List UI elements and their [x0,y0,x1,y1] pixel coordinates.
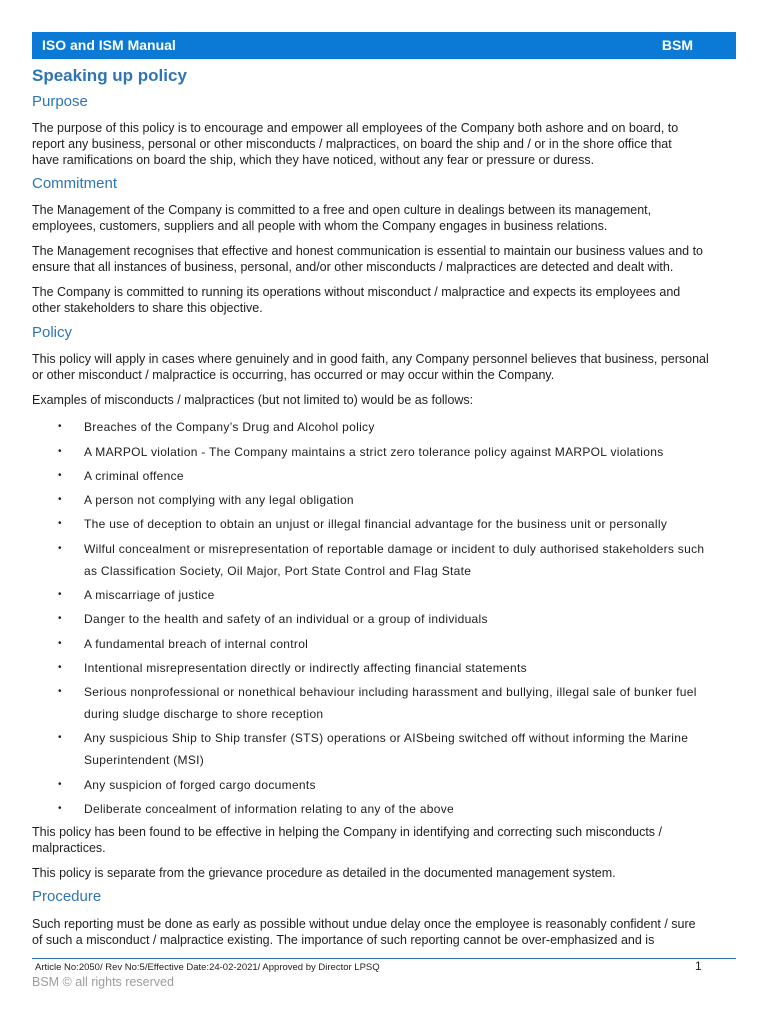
bullet-icon: • [58,779,62,790]
bullet-icon: • [58,638,62,649]
paragraph [32,202,651,234]
list-item-line: The use of deception to obtain an unjust or illegal financial advantage for the business unit or personally [84,517,668,531]
paragraph [32,865,616,881]
bullet-icon: • [58,589,62,600]
bullet-icon: • [58,662,62,673]
list-item-line: Wilful concealment or misrepresentation of reportable damage or incident to duly authorised stakeholders such [84,542,705,556]
list-item-text [84,633,308,655]
paragraph [32,392,473,408]
paragraph [32,824,662,856]
list-item-text [84,798,454,820]
bullet-icon: • [58,421,62,432]
paragraph [32,120,678,168]
footer-article-info: Article No:2050/ Rev No:5/Effective Date:24-02-2021/ Approved by Director LPSQ [35,962,380,973]
list-item-line: as Classification Society, Oil Major, Port State Control and Flag State [84,564,472,578]
paragraph-line: Such reporting must be done as early as possible without undue delay once the employee is reasonably confident / sure [32,917,696,931]
list-item-line: Intentional misrepresentation directly or indirectly affecting financial statements [84,661,527,675]
footer-divider [32,958,736,959]
paragraph-line: This policy is separate from the grievance procedure as detailed in the documented management system. [32,866,616,880]
list-item [0,608,740,630]
document-title: Speaking up policy [32,66,187,85]
paragraph [32,243,703,275]
bullet-icon: • [58,494,62,505]
list-item [0,441,740,463]
list-item-line: Any suspicion of forged cargo documents [84,778,316,792]
paragraph-line: The Company is committed to running its operations without misconduct / malpractice and expects its employees and [32,285,681,299]
section-heading-commitment: Commitment [32,175,118,192]
bullet-icon: • [58,470,62,481]
paragraph-line: of such a misconduct / malpractice existing. The importance of such reporting cannot be over-emphasized and is [32,933,655,947]
list-item-text [84,681,697,725]
bullet-icon: • [58,543,62,554]
list-item-text [84,774,316,796]
list-item [0,681,740,721]
list-item [0,584,740,606]
list-item-line: A fundamental breach of internal control [84,637,309,651]
list-item-text [84,538,704,582]
copyright-notice: BSM © all rights reserved [32,975,174,989]
bullet-icon: • [58,446,62,457]
list-item-line: A MARPOL violation - The Company maintains a strict zero tolerance policy against MARPOL violations [84,445,664,459]
list-item-text [84,416,375,438]
list-item-text [84,657,527,679]
list-item-text [84,465,184,487]
paragraph-line: employees, customers, suppliers and all people with whom the Company engages in business relations. [32,219,608,233]
list-item [0,774,740,796]
paragraph-line: The Management of the Company is committed to a free and open culture in dealings between its management, [32,203,652,217]
list-item-text [84,441,664,463]
paragraph [32,284,680,316]
bullet-icon: • [58,613,62,624]
paragraph [32,916,696,948]
list-item [0,633,740,655]
list-item-line: Deliberate concealment of information relating to any of the above [84,802,455,816]
paragraph-line: This policy has been found to be effective in helping the Company in identifying and correcting such misconducts / [32,825,662,839]
paragraph-line: report any business, personal or other misconducts / malpractices, on board the ship and / or in the shore office that [32,137,672,151]
list-item-line: during sludge discharge to shore reception [84,707,324,721]
list-item-line: Any suspicious Ship to Ship transfer (STS) operations or AISbeing switched off without informing the Marine [84,731,689,745]
list-item-line: A miscarriage of justice [84,588,215,602]
list-item-line: A person not complying with any legal obligation [84,493,354,507]
section-heading-procedure: Procedure [32,888,102,905]
paragraph-line: have ramifications on board the ship, which they have noticed, without any fear or pressure or duress. [32,153,595,167]
paragraph [32,351,709,383]
paragraph-line: malpractices. [32,841,106,855]
list-item [0,513,740,535]
bullet-icon: • [58,732,62,743]
bullet-icon: • [58,518,62,529]
list-item-line: A criminal offence [84,469,184,483]
paragraph-line: This policy will apply in cases where genuinely and in good faith, any Company personnel believes that business, personal [32,352,709,366]
list-item-text [84,489,354,511]
list-item [0,465,740,487]
company-name: BSM [661,37,693,53]
list-item-line: Breaches of the Company’s Drug and Alcohol policy [84,420,375,434]
list-item [0,657,740,679]
paragraph-line: Examples of misconducts / malpractices (but not limited to) would be as follows: [32,393,474,407]
header-bar [32,32,736,59]
paragraph-line: other stakeholders to share this objective. [32,301,263,315]
list-item [0,538,740,578]
list-item [0,727,740,767]
list-item [0,416,740,438]
manual-title: ISO and ISM Manual [42,37,176,53]
list-item-line: Serious nonprofessional or nonethical behaviour including harassment and bullying, illegal sale of bunker fuel [84,685,697,699]
paragraph-line: ensure that all instances of business, personal, and/or other misconducts / malpractices are detected and dealt with. [32,260,674,274]
page-number: 1 [695,959,702,973]
bullet-icon: • [58,686,62,697]
section-heading-policy: Policy [32,324,73,341]
list-item [0,798,740,820]
list-item-text [84,727,688,771]
bullet-icon: • [58,803,62,814]
paragraph-line: The purpose of this policy is to encourage and empower all employees of the Company both ashore and on board, to [32,121,679,135]
list-item-text [84,513,667,535]
list-item-text [84,608,488,630]
list-item-line: Superintendent (MSI) [84,753,205,767]
list-item-line: Danger to the health and safety of an individual or a group of individuals [84,612,488,626]
list-item [0,489,740,511]
list-item-text [84,584,215,606]
section-heading-purpose: Purpose [32,93,88,110]
paragraph-line: or other misconduct / malpractice is occurring, has occurred or may occur within the Company. [32,368,555,382]
paragraph-line: The Management recognises that effective and honest communication is essential to maintain our business values and to [32,244,703,258]
